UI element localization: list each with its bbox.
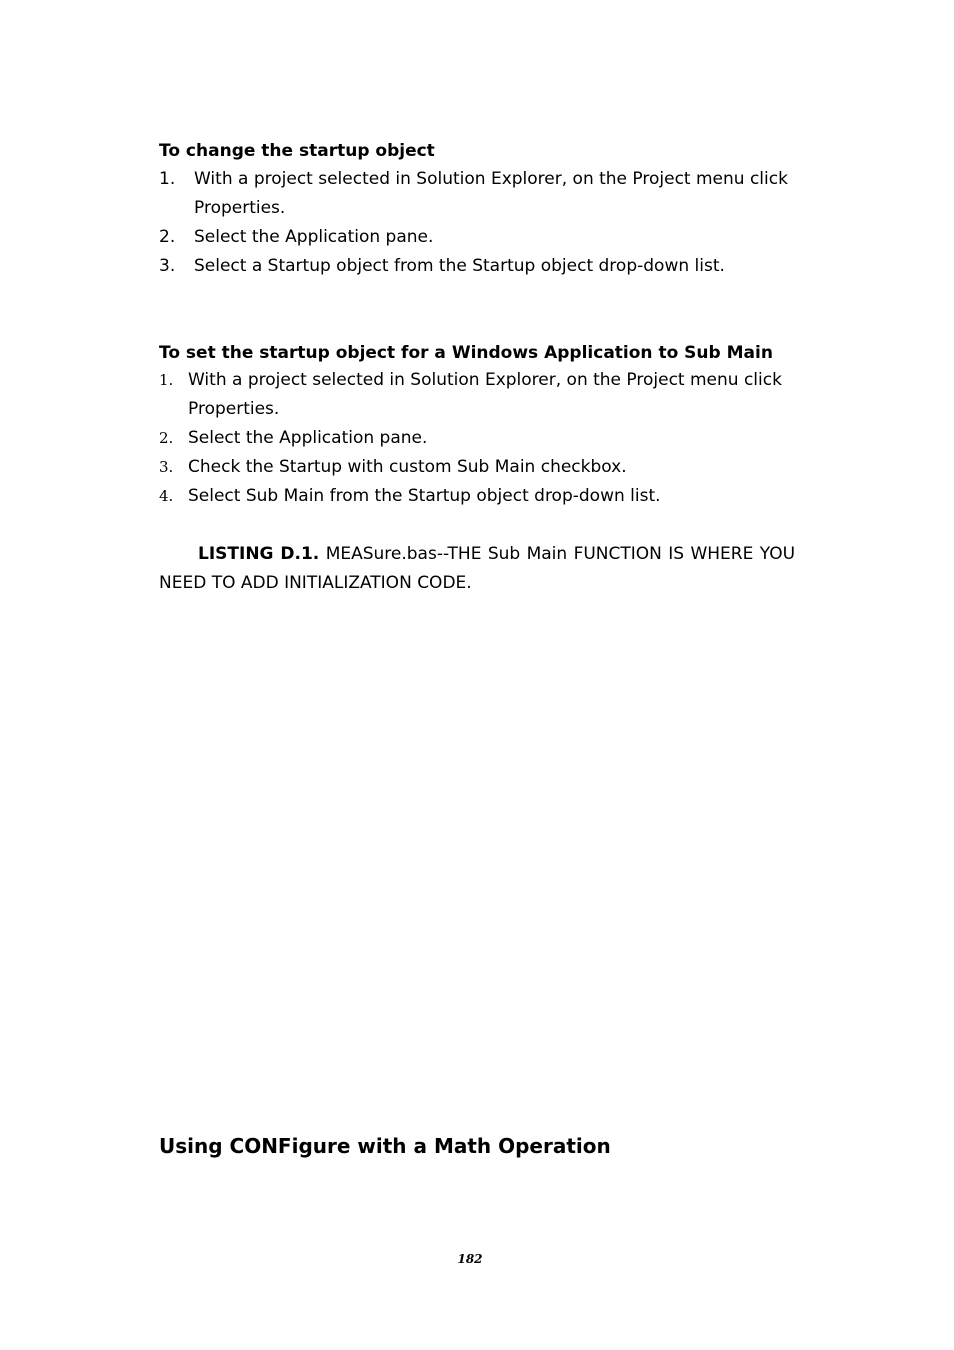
list-item	[159, 252, 809, 281]
list-item-number: 4.	[159, 487, 174, 505]
list-item	[159, 223, 809, 252]
list-item-number: 3.	[159, 256, 176, 276]
list-item-text: Select Sub Main from the Startup object drop-down list.	[188, 486, 661, 506]
list-item-text: Select a Startup object from the Startup object drop-down list.	[194, 256, 725, 276]
list-item	[159, 424, 809, 453]
list-item	[159, 165, 809, 223]
steps-list-change-startup	[159, 165, 809, 281]
listing-caption-text: MEASure.bas--THE Sub Main FUNCTION IS WHERE YOU NEED TO ADD INITIALIZATION CODE.	[159, 544, 796, 593]
list-item	[159, 482, 809, 511]
list-item	[159, 453, 809, 482]
list-item-number: 1.	[159, 169, 176, 189]
section-title-configure: Using CONFigure with a Math Operation	[159, 1134, 611, 1158]
list-item-number: 2.	[159, 429, 174, 447]
list-item-number: 3.	[159, 458, 174, 476]
list-item	[159, 366, 809, 424]
section-heading-sub-main: To set the startup object for a Windows Application to Sub Main	[159, 343, 773, 363]
list-item-number: 2.	[159, 227, 176, 247]
page-number: 182	[457, 1252, 483, 1266]
list-item-text: With a project selected in Solution Explorer, on the Project menu click Properties.	[194, 169, 788, 218]
list-item-text: Select the Application pane.	[188, 428, 428, 448]
list-item-text: Select the Application pane.	[194, 227, 434, 247]
list-item-text: With a project selected in Solution Explorer, on the Project menu click Properties.	[188, 370, 782, 419]
list-item-number: 1.	[159, 371, 174, 389]
list-item-text: Check the Startup with custom Sub Main checkbox.	[188, 457, 627, 477]
steps-list-sub-main	[159, 366, 809, 511]
section-heading-change-startup: To change the startup object	[159, 141, 435, 161]
listing-label: LISTING D.1.	[198, 544, 320, 564]
listing-caption	[159, 540, 795, 598]
